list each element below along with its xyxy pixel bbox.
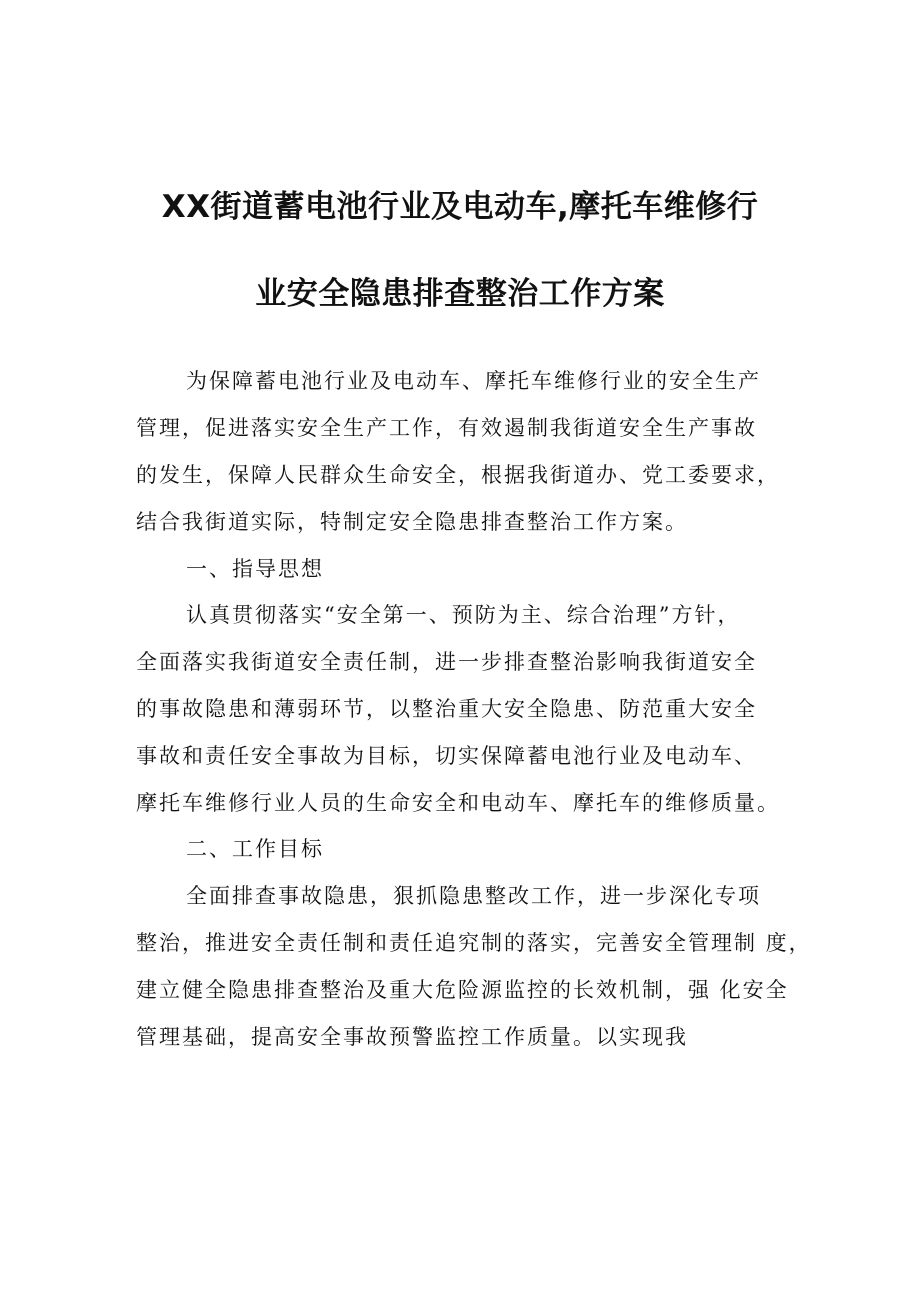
paragraph-goals-line: 整治，推进安全责任制和责任追究制的落实，完善安全管理制 度， — [136, 931, 812, 955]
section-heading-work-goals: 二、工作目标 — [186, 837, 324, 861]
paragraph-guiding-line: 全面落实我街道安全责任制，进一步排查整治影响我街道安全 — [136, 650, 757, 674]
paragraph-goals-line: 全面排查事故隐患，狠抓隐患整改工作，进一步深化专项 — [186, 884, 761, 908]
paragraph-goals-line: 管理基础，提高安全事故预警监控工作质量。以实现我 — [136, 1025, 688, 1049]
paragraph-intro-line: 的发生，保障人民群众生命安全，根据我街道办、党工委要求， — [136, 463, 780, 487]
paragraph-guiding-line: 事故和责任安全事故为目标，切实保障蓄电池行业及电动车、 — [136, 744, 757, 768]
section-heading-guiding-ideology: 一、指导思想 — [186, 557, 324, 581]
paragraph-intro-line: 管理，促进落实安全生产工作，有效遏制我街道安全生产事故 — [136, 416, 757, 440]
paragraph-goals-line: 建立健全隐患排查整治及重大危险源监控的长效机制，强 化安全 — [136, 978, 789, 1002]
paragraph-guiding-line: 认真贯彻落实“安全第一、预防为主、综合治理”方针， — [186, 603, 741, 627]
document-title-line-1: XX街道蓄电池行业及电动车,摩托车维修行 — [161, 189, 759, 225]
paragraph-guiding-line: 摩托车维修行业人员的生命安全和电动车、摩托车的维修质量。 — [136, 791, 780, 815]
paragraph-intro-line: 结合我街道实际，特制定安全隐患排查整治工作方案。 — [136, 510, 688, 534]
paragraph-intro-line: 为保障蓄电池行业及电动车、摩托车维修行业的安全生产 — [186, 369, 761, 393]
document-title-line-2: 业安全隐患排查整治工作方案 — [255, 276, 665, 312]
paragraph-guiding-line: 的事故隐患和薄弱环节，以整治重大安全隐患、防范重大安全 — [136, 697, 757, 721]
